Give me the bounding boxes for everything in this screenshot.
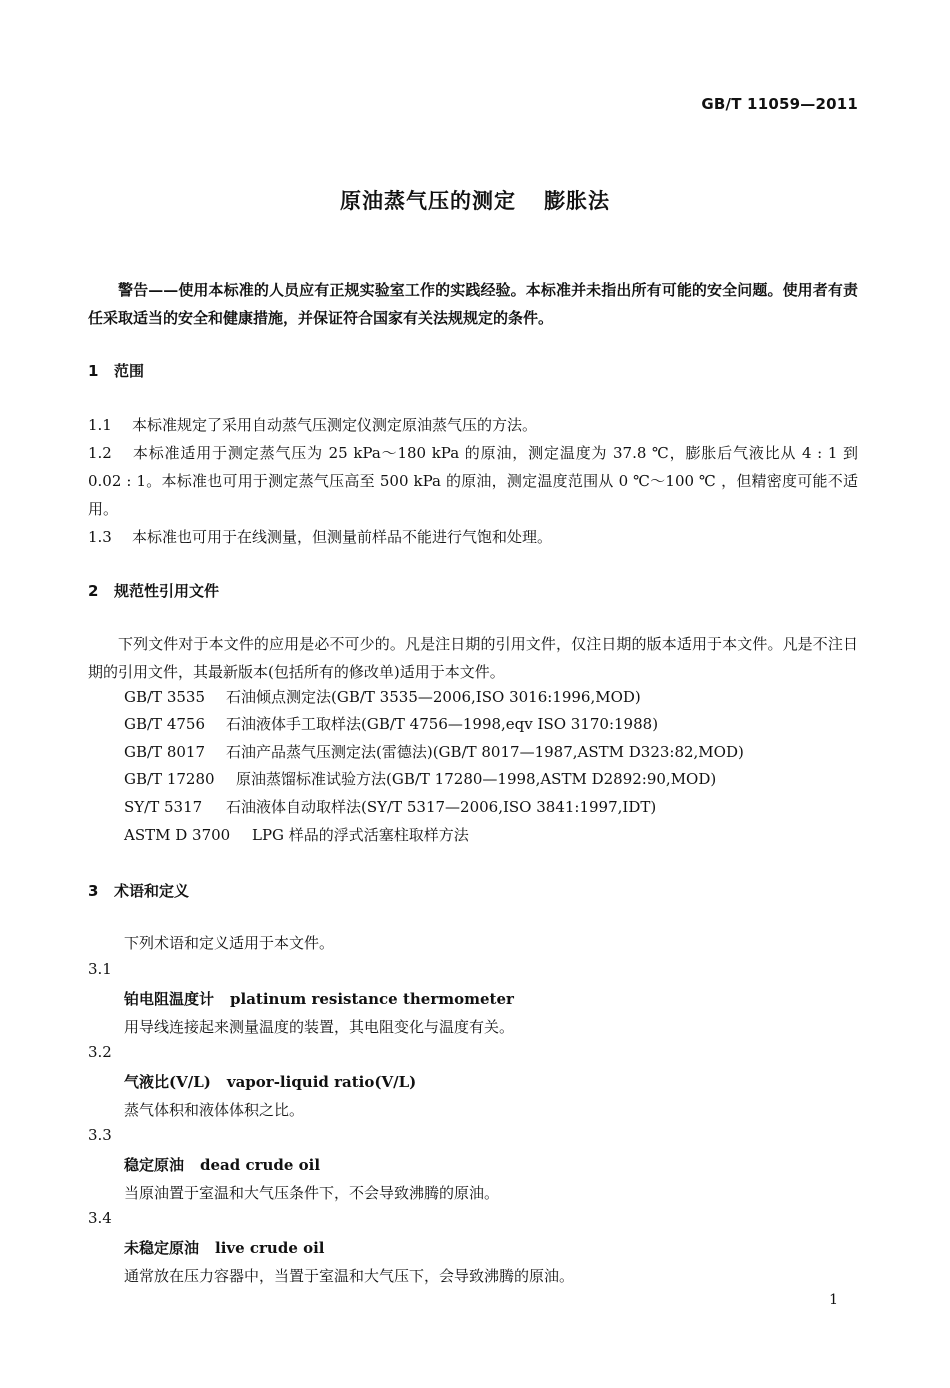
- standard-number: GB/T 11059—2011: [701, 95, 858, 113]
- term-number: 3.1: [88, 960, 112, 978]
- term-name: [124, 1154, 320, 1175]
- section-3-intro: 下列术语和定义适用于本文件。: [124, 934, 335, 952]
- reference-item: [124, 686, 641, 707]
- term-en: dead crude oil: [200, 1156, 321, 1174]
- warning-paragraph: 警告——使用本标准的人员应有正规实验室工作的实践经验。本标准并未指出所有可能的安全问题。使用者有责任采取适当的安全和健康措施，并保证符合国家有关法规规定的条件。: [88, 281, 858, 327]
- term-zh: 气液比(V/L): [124, 1073, 211, 1091]
- term-definition: 用导线连接起来测量温度的装置，其电阻变化与温度有关。: [124, 1018, 515, 1036]
- term-number: 3.4: [88, 1209, 112, 1227]
- term-definition: 蒸气体积和液体体积之比。: [124, 1101, 305, 1119]
- reference-code: GB/T 3535: [124, 688, 206, 706]
- term-en: platinum resistance thermometer: [230, 990, 514, 1008]
- section-3-heading: [88, 880, 189, 901]
- term-name: [124, 1071, 416, 1092]
- section-title: 规范性引用文件: [114, 582, 220, 600]
- section-number: 2: [88, 582, 99, 600]
- page-number: 1: [829, 1292, 838, 1308]
- title-sub: 膨胀法: [544, 189, 610, 213]
- term-number: 3.2: [88, 1043, 112, 1061]
- term-en: live crude oil: [215, 1239, 325, 1257]
- section-1-heading: [88, 360, 144, 381]
- term-en: vapor-liquid ratio(V/L): [226, 1073, 417, 1091]
- clause-number: 1.1: [88, 416, 112, 434]
- term-zh: 稳定原油: [124, 1156, 185, 1174]
- section-2-intro: 下列文件对于本文件的应用是必不可少的。凡是注日期的引用文件，仅注日期的版本适用于本文件。凡是不注日期的引用文件，其最新版本(包括所有的修改单)适用于本文件。: [88, 635, 858, 681]
- clause-number: 1.3: [88, 528, 112, 546]
- reference-item: [124, 713, 658, 734]
- section-title: 术语和定义: [114, 882, 190, 900]
- term-name: [124, 988, 514, 1009]
- section-2-heading: [88, 580, 219, 601]
- reference-title: 石油液体手工取样法(GB/T 4756—1998,eqv ISO 3170:1988): [226, 715, 659, 733]
- reference-item: [124, 768, 716, 789]
- clause-text: 本标准也可用于在线测量，但测量前样品不能进行气饱和处理。: [132, 528, 553, 546]
- clause-1-3: [88, 523, 858, 551]
- reference-item: [124, 824, 469, 845]
- term-zh: 铂电阻温度计: [124, 990, 215, 1008]
- reference-code: SY/T 5317: [124, 798, 203, 816]
- term-definition: 通常放在压力容器中，当置于室温和大气压下，会导致沸腾的原油。: [124, 1267, 575, 1285]
- clause-number: 1.2: [88, 444, 112, 462]
- clause-1-1: [88, 411, 858, 439]
- reference-code: ASTM D 3700: [124, 826, 231, 844]
- reference-title: 石油液体自动取样法(SY/T 5317—2006,ISO 3841:1997,IDT): [226, 798, 657, 816]
- reference-title: 原油蒸馏标准试验方法(GB/T 17280—1998,ASTM D2892:90,MOD): [236, 770, 717, 788]
- title-main: 原油蒸气压的测定: [340, 189, 516, 213]
- reference-title: LPG 样品的浮式活塞柱取样方法: [252, 826, 469, 844]
- reference-code: GB/T 8017: [124, 743, 206, 761]
- term-number: 3.3: [88, 1126, 112, 1144]
- section-number: 3: [88, 882, 99, 900]
- reference-code: GB/T 17280: [124, 770, 215, 788]
- document-title: [0, 185, 950, 215]
- reference-title: 石油倾点测定法(GB/T 3535—2006,ISO 3016:1996,MOD): [226, 688, 641, 706]
- term-name: [124, 1237, 325, 1258]
- reference-item: [124, 796, 656, 817]
- reference-code: GB/T 4756: [124, 715, 206, 733]
- term-definition: 当原油置于室温和大气压条件下，不会导致沸腾的原油。: [124, 1184, 500, 1202]
- clause-text: 本标准规定了采用自动蒸气压测定仪测定原油蒸气压的方法。: [132, 416, 538, 434]
- reference-title: 石油产品蒸气压测定法(雷德法)(GB/T 8017—1987,ASTM D323:82,MOD): [226, 743, 744, 761]
- term-zh: 未稳定原油: [124, 1239, 200, 1257]
- section-title: 范围: [114, 362, 145, 380]
- clause-1-2: [88, 439, 858, 523]
- clause-text: 本标准适用于测定蒸气压为 25 kPa～180 kPa 的原油，测定温度为 37.8 ℃，膨胀后气液比从 4 : 1 到 0.02 : 1。本标准也可用于测定蒸气压高至 500 kPa 的原油，测定温度范围从 0 ℃～100 ℃ ，但精密度可能不适用。: [88, 444, 858, 518]
- reference-item: [124, 741, 744, 762]
- section-number: 1: [88, 362, 99, 380]
